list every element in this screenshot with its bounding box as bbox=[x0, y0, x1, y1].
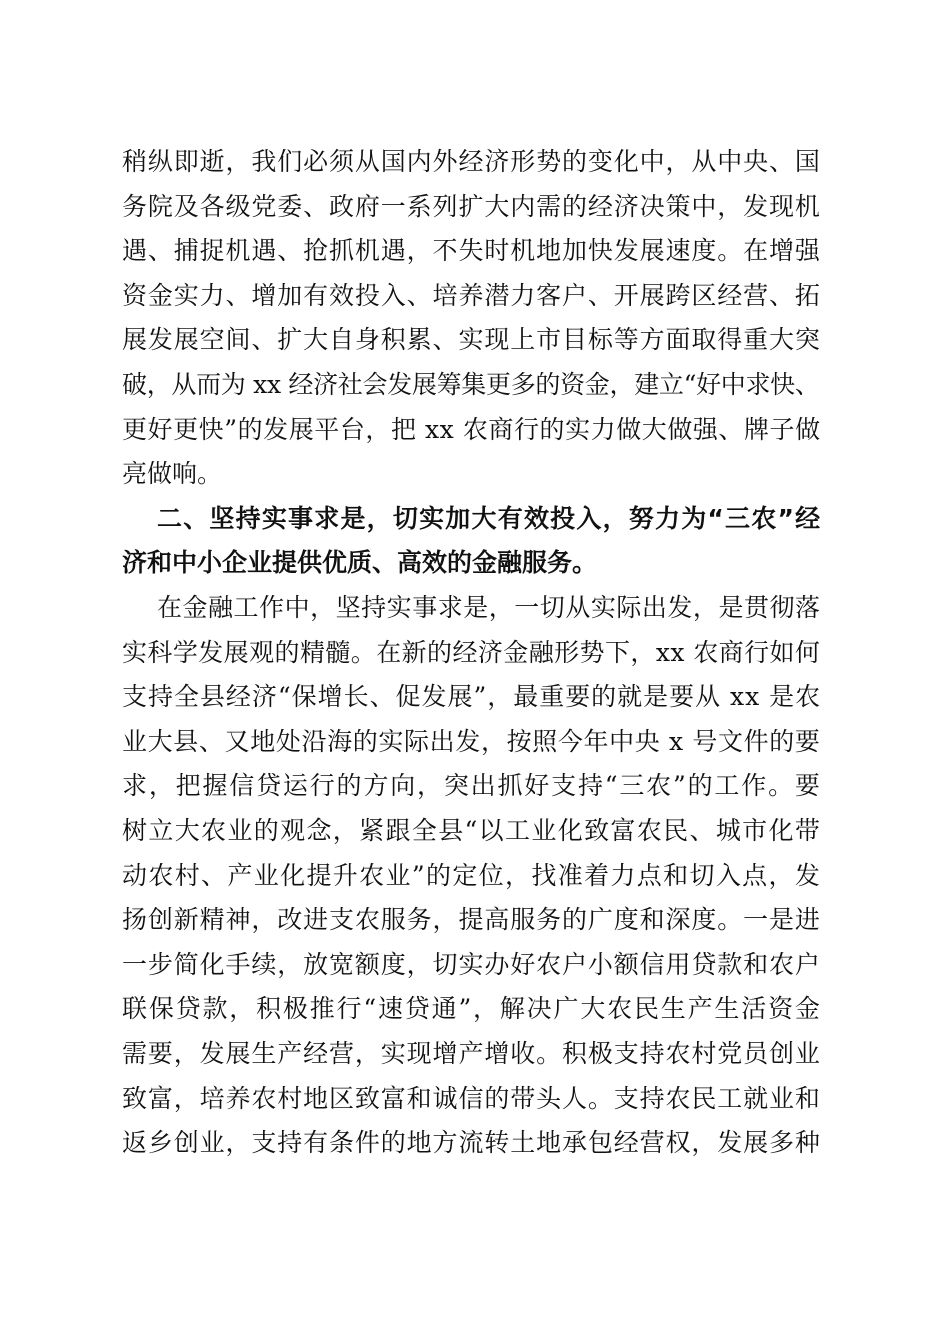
line-text: 致富，培养农村地区致富和诚信的带头人。支持农民工就业和 bbox=[122, 1084, 821, 1113]
line-text: 更好更快”的发展平台，把 xx 农商行的实力做大做强、牌子做 bbox=[122, 415, 821, 444]
heading-text: 济和中小企业提供优质、高效的金融服务。 bbox=[122, 548, 598, 577]
text-line bbox=[0, 1034, 950, 1074]
line-text: 展发展空间、扩大自身积累、实现上市目标等方面取得重大突 bbox=[122, 325, 821, 354]
text-line bbox=[0, 142, 950, 182]
text-line bbox=[0, 856, 950, 896]
text-line bbox=[0, 1123, 950, 1163]
text-line bbox=[0, 766, 950, 806]
text-line bbox=[0, 187, 950, 227]
line-text: 在金融工作中，坚持实事求是，一切从实际出发，是贯彻落 bbox=[157, 593, 821, 622]
line-text: 需要，发展生产经营，实现增产增收。积极支持农村党员创业 bbox=[122, 1039, 821, 1068]
line-text: 求，把握信贷运行的方向，突出抓好支持“三农”的工作。要 bbox=[122, 771, 822, 800]
heading-text: 二、坚持实事求是，切实加大有效投入，努力为“三农”经 bbox=[157, 504, 822, 533]
text-line bbox=[0, 365, 950, 405]
text-line bbox=[0, 945, 950, 985]
text-line bbox=[0, 677, 950, 717]
line-text: 业大县、又地处沿海的实际出发，按照今年中央 x 号文件的要 bbox=[122, 727, 821, 756]
line-text: 资金实力、增加有效投入、培养潜力客户、开展跨区经营、拓 bbox=[122, 281, 821, 310]
line-text: 树立大农业的观念，紧跟全县“以工业化致富农民、城市化带 bbox=[122, 816, 822, 845]
text-line bbox=[0, 811, 950, 851]
section-heading-line bbox=[0, 499, 950, 539]
line-text: 一步简化手续，放宽额度，切实办好农户小额信用贷款和农户 bbox=[122, 950, 821, 979]
text-line bbox=[0, 989, 950, 1029]
text-line bbox=[0, 1079, 950, 1119]
line-text: 遇、捕捉机遇、抢抓机遇，不失时机地加快发展速度。在增强 bbox=[122, 236, 821, 265]
line-text: 务院及各级党委、政府一系列扩大内需的经济决策中，发现机 bbox=[122, 192, 821, 221]
line-text: 扬创新精神，改进支农服务，提高服务的广度和深度。一是进 bbox=[122, 905, 821, 934]
text-line bbox=[0, 231, 950, 271]
text-line bbox=[0, 633, 950, 673]
line-text: 返乡创业，支持有条件的地方流转土地承包经营权，发展多种 bbox=[122, 1128, 821, 1157]
text-line bbox=[0, 410, 950, 450]
text-line bbox=[0, 454, 950, 494]
section-heading-line bbox=[0, 543, 950, 583]
text-line bbox=[0, 320, 950, 360]
text-line bbox=[0, 276, 950, 316]
line-text: 实科学发展观的精髓。在新的经济金融形势下，xx 农商行如何 bbox=[122, 638, 821, 667]
line-text: 支持全县经济“保增长、促发展”，最重要的就是要从 xx 是农 bbox=[122, 682, 822, 711]
text-line bbox=[0, 722, 950, 762]
line-text: 亮做响。 bbox=[122, 459, 223, 488]
line-text: 联保贷款，积极推行“速贷通”，解决广大农民生产生活资金 bbox=[122, 994, 822, 1023]
text-line bbox=[0, 900, 950, 940]
line-text: 稍纵即逝，我们必须从国内外经济形势的变化中，从中央、国 bbox=[122, 147, 821, 176]
line-text: 破，从而为 xx 经济社会发展筹集更多的资金，建立“好中求快、 bbox=[122, 370, 820, 399]
line-text: 动农村、产业化提升农业”的定位，找准着力点和切入点，发 bbox=[122, 861, 822, 890]
text-line bbox=[0, 588, 950, 628]
